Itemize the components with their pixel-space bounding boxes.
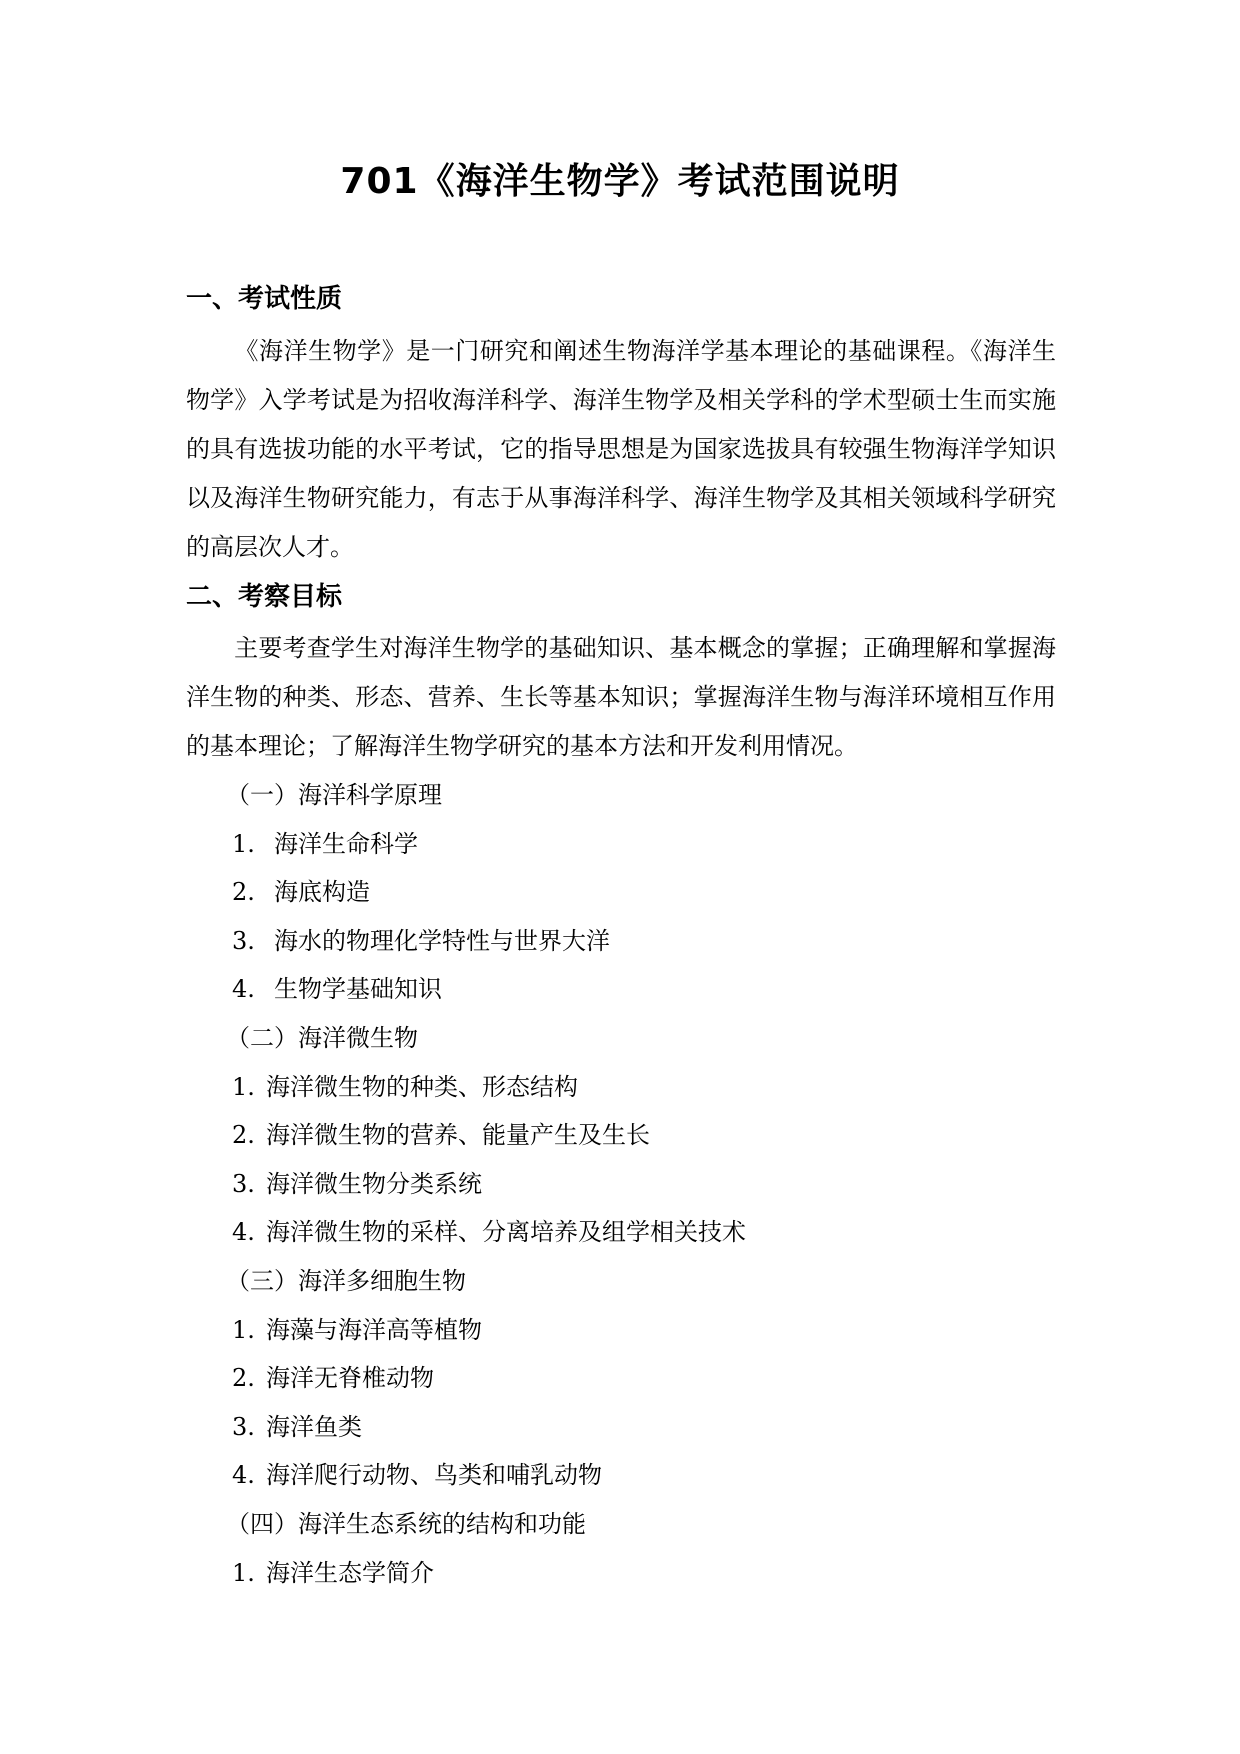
item-text: 海洋爬行动物、鸟类和哺乳动物 bbox=[266, 1461, 602, 1489]
list-item bbox=[232, 1411, 362, 1443]
section-paragraph-objectives bbox=[186, 624, 1056, 771]
item-number: 3. bbox=[232, 927, 255, 955]
paragraph-text: 主要考查学生对海洋生物学的基础知识、基本概念的掌握；正确理解和掌握海洋生物的种类、形态、营养、生长等基本知识；掌握海洋生物与海洋环境相互作用的基本理论；了解海洋生物学研究的基本方法和开发利用情况。 bbox=[186, 634, 1056, 760]
topic-heading-1: （一）海洋科学原理 bbox=[226, 781, 442, 809]
item-text: 海藻与海洋高等植物 bbox=[266, 1316, 482, 1344]
item-text: 海洋生命科学 bbox=[274, 830, 418, 858]
list-item bbox=[232, 1557, 434, 1589]
item-text: 海洋生态学简介 bbox=[266, 1559, 434, 1587]
list-item bbox=[232, 1168, 482, 1200]
item-text: 海洋微生物的营养、能量产生及生长 bbox=[266, 1121, 650, 1149]
list-item bbox=[232, 1459, 602, 1491]
list-item bbox=[232, 1362, 434, 1394]
item-number: 1. bbox=[232, 1316, 255, 1344]
list-item bbox=[232, 828, 418, 860]
item-number: 4. bbox=[232, 975, 255, 1003]
item-number: 2. bbox=[232, 1121, 255, 1149]
item-text: 海底构造 bbox=[274, 878, 370, 906]
section-paragraph-nature bbox=[186, 327, 1056, 572]
item-number: 2. bbox=[232, 878, 255, 906]
list-item bbox=[232, 973, 442, 1005]
topic-heading-2: （二）海洋微生物 bbox=[226, 1024, 418, 1052]
item-text: 海水的物理化学特性与世界大洋 bbox=[274, 927, 610, 955]
item-text: 海洋鱼类 bbox=[266, 1413, 362, 1441]
list-item bbox=[232, 1119, 650, 1151]
list-item bbox=[232, 1314, 482, 1346]
list-item bbox=[232, 1071, 578, 1103]
item-text: 海洋微生物的种类、形态结构 bbox=[266, 1073, 578, 1101]
item-number: 4. bbox=[232, 1461, 255, 1489]
section-heading-objectives: 二、考察目标 bbox=[186, 582, 343, 612]
item-text: 海洋微生物分类系统 bbox=[266, 1170, 482, 1198]
item-text: 海洋微生物的采样、分离培养及组学相关技术 bbox=[266, 1218, 746, 1246]
topic-heading-3: （三）海洋多细胞生物 bbox=[226, 1267, 466, 1295]
item-number: 1. bbox=[232, 830, 255, 858]
list-item bbox=[232, 876, 370, 908]
item-number: 2. bbox=[232, 1364, 255, 1392]
paragraph-text: 《海洋生物学》是一门研究和阐述生物海洋学基本理论的基础课程。《海洋生物学》入学考试是为招收海洋科学、海洋生物学及相关学科的学术型硕士生而实施的具有选拔功能的水平考试，它的指导思想是为国家选拔具有较强生物海洋学知识以及海洋生物研究能力，有志于从事海洋科学、海洋生物学及其相关领域科学研究的高层次人才。 bbox=[186, 337, 1056, 561]
page-title: 701《海洋生物学》考试范围说明 bbox=[340, 161, 900, 202]
item-number: 3. bbox=[232, 1413, 255, 1441]
list-item bbox=[232, 1216, 746, 1248]
item-text: 海洋无脊椎动物 bbox=[266, 1364, 434, 1392]
item-number: 4. bbox=[232, 1218, 255, 1246]
topic-heading-4: （四）海洋生态系统的结构和功能 bbox=[226, 1510, 586, 1538]
item-number: 1. bbox=[232, 1559, 255, 1587]
item-number: 1. bbox=[232, 1073, 255, 1101]
item-text: 生物学基础知识 bbox=[274, 975, 442, 1003]
section-heading-nature: 一、考试性质 bbox=[186, 284, 343, 314]
list-item bbox=[232, 925, 610, 957]
item-number: 3. bbox=[232, 1170, 255, 1198]
